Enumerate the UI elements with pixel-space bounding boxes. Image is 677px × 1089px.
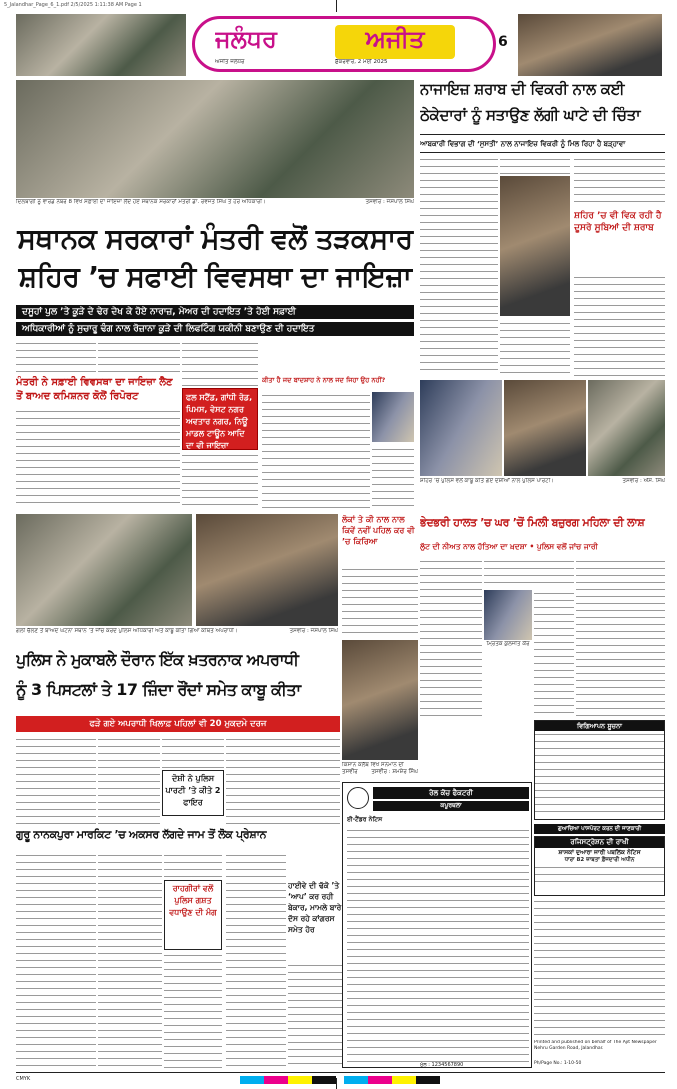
caption-text: ਸ਼ਹਿਰ ’ਚ ਪੁਲਿਸ ਵਲੋਂ ਕਾਬੂ ਕੀਤੇ ਗਏ ਦੋਸ਼ੀਆਂ ਨਾਲ ਪੁਲਿਸ ਪਾਰਟੀ। [420, 478, 554, 484]
text-column [16, 408, 180, 508]
market-callout-box [164, 880, 222, 950]
text-column [16, 736, 96, 826]
portrait-photo [372, 392, 414, 442]
caption-text: ਦਿਲਬਾਗੀ ਨੂੰ ਵਾਰਡ ਨੰਬਰ 8 ਵਿਖੇ ਸਫ਼ਾਈ ਦਾ ਜਾਇਜ਼ਾ ਲੈਂਦੇ ਹੋਏ ਸਥਾਨਕ ਸਰਕਾਰਾਂ ਮੰਤਰੀ ਡਾ. ਰਵਜੋਤ ਸਿੰਘ ਤੇ ਹੋਰ ਅਧਿਕਾਰੀ। [16, 199, 266, 205]
masthead-banner [192, 16, 496, 72]
liquor-headline-2: ਠੇਕੇਦਾਰਾਂ ਨੂੰ ਸਤਾਉਣ ਲੱਗੀ ਘਾਟੇ ਦੀ ਚਿੰਤਾ [420, 106, 641, 124]
railway-sub2: ਈ-ਟੈਂਡਰ ਨੋਟਿਸ [347, 816, 383, 823]
text-column [342, 566, 418, 638]
gym-photo-caption [342, 762, 418, 780]
caption-text: ਗੋਲੀ ਚੱਲਣ ਤੋਂ ਬਾਅਦ ਘਟਨਾ ਸਥਾਨ ’ਤੇ ਜਾਂਚ ਕਰਦੇ ਪੁਲਿਸ ਅਧਿਕਾਰੀ ਅਤੇ ਕਾਬੂ ਕੀਤਾ ਗਿਆ ਕਥਿਤ ਅਪਰਾਧੀ। [16, 628, 238, 634]
market-headline: ਗੁਰੂ ਨਾਨਕਪੁਰਾ ਮਾਰਕਿਟ ’ਚ ਅਕਸਰ ਲੱਗਦੇ ਜਾਮ ਤੋਂ ਲੋਕ ਪ੍ਰੇਸ਼ਾਨ [16, 828, 267, 841]
main-headline-2: ਸ਼ਹਿਰ ’ਚ ਸਫਾਈ ਵਿਵਸਥਾ ਦਾ ਜਾਇਜ਼ਾ [18, 260, 412, 293]
masthead [16, 14, 662, 76]
text-column [534, 898, 665, 1038]
footer-rule-label: ਮੁੱਲ : 1234567890 [420, 1062, 464, 1068]
text-column [98, 852, 162, 1068]
text-column [288, 962, 342, 1068]
liquor-headline-1: ਨਾਜਾਇਜ਼ ਸ਼ਰਾਬ ਦੀ ਵਿਕਰੀ ਨਾਲ ਕਈ [420, 80, 625, 98]
caption-text: ਕਿਸਾਨ ਕਲੱਬ ਵਿਖੇ ਸਨਮਾਨ ਦੀ ਤਸਵੀਰ [342, 762, 404, 775]
caption-credit: ਤਸਵੀਰ : ਐੱਸ. ਸਿੰਘ [622, 478, 665, 484]
text-column [420, 558, 482, 718]
police-headline-2: ਨੂੰ 3 ਪਿਸਟਲਾਂ ਤੇ 17 ਜ਼ਿੰਦਾ ਰੌਂਦਾਂ ਸਮੇਤ ਕਾਬੂ ਕੀਤਾ [16, 680, 301, 699]
text-column [162, 736, 224, 768]
market-callout: ਰਾਹਗੀਰਾਂ ਵਲੋਂ ਪੁਲਿਸ ਗਸ਼ਤ ਵਧਾਉਣ ਦੀ ਮੰਗ [169, 884, 217, 917]
gym-photo [342, 640, 418, 760]
registration-mark [336, 1078, 337, 1089]
tender-box [534, 720, 665, 820]
text-column [576, 558, 665, 718]
deceased-photo-label: ਮ੍ਰਿਤਕ ਕੁਲਜੀਤ ਕੌਰ [486, 641, 530, 647]
mini-heading: ਕੀਤਾ ਹੈ ਜਦ ਬਾਦਸ਼ਾਹ ਨੇ ਨਾਲ ਜਦ ਜਿਹਾ ਉਹ ਨਹੀਂ? [262, 376, 386, 384]
tender-box-title: ਵਿਗਿਆਪਨ ਸੂਚਨਾ [535, 721, 664, 731]
main-headline-1: ਸਥਾਨਕ ਸਰਕਾਰਾਂ ਮੰਤਰੀ ਵਲੋਂ ਤੜਕਸਾਰ [17, 222, 413, 255]
classifieds-heading: ਗੁਆਚਿਆ ਪਾਸਪੋਰਟ ਕਰਨ ਦੀ ਜਾਣਕਾਰੀ [534, 824, 665, 834]
registration-mark [336, 0, 337, 12]
masthead-subtitle: ਅਜੀਤ ਜਲੰਧਰ [215, 59, 245, 65]
railway-subtitle: ਕਪੂਰਥਲਾ [373, 801, 529, 811]
registration-line: ਧਾਰਾ 82 ਜ਼ਾਬਤਾ ਫ਼ੌਜਦਾਰੀ ਅਧੀਨ [564, 857, 635, 863]
liquor-bottle-photo [500, 176, 570, 316]
caption-credit: ਤਸਵੀਰ : ਜਸਪਾਲ ਸਿੰਘ [365, 199, 414, 205]
footer-rule [16, 1072, 665, 1073]
text-column [574, 274, 665, 376]
liquor-subheadline: ਆਬਕਾਰੀ ਵਿਭਾਗ ਦੀ ‘ਸੁਸਤੀ’ ਨਾਲ ਨਾਜਾਇਜ਼ ਵਿਕਰੀ ਨੂੰ ਮਿਲ ਰਿਹਾ ਹੈ ਬੜ੍ਹਾਵਾ [420, 140, 626, 148]
masthead-photo-right [518, 14, 662, 76]
arrest-photo-3 [588, 380, 665, 476]
police-callout: ਦੋਸ਼ੀ ਨੇ ਪੁਲਿਸ ਪਾਰਟੀ ’ਤੇ ਕੀਤੇ 2 ਫਾਇਰ [165, 774, 221, 807]
text-column [372, 446, 414, 508]
footer-left: CMYK [16, 1076, 31, 1082]
arrest-photo-2 [504, 380, 586, 476]
side-heading: ਲੋਕਾਂ ਤੇ ਕੀ ਨਾਲ ਨਾਲ ਕਿਵੇਂ ਨਵੀਂ ਪਹਿਲ ਕਰ ਵੀ ’ਚ ਕਿਰਿਆ [342, 515, 415, 546]
color-registration-bar [240, 1076, 440, 1084]
text-column [182, 340, 258, 386]
text-column [98, 736, 160, 826]
text-column [182, 452, 258, 508]
woman-subheadline: ਲੁੱਟ ਦੀ ਨੀਅਤ ਨਾਲ ਹੱਤਿਆ ਦਾ ਖ਼ਦਸ਼ਾ • ਪੁਲਿਸ ਵਲੋਂ ਜਾਂਚ ਜਾਰੀ [420, 542, 598, 551]
divider [420, 152, 665, 153]
liquor-callout: ਸ਼ਹਿਰ ’ਚ ਵੀ ਵਿਕ ਰਹੀ ਹੈ ਦੂਸਰੇ ਸੂਬਿਆਂ ਦੀ ਸ਼ਰਾਬ [574, 211, 662, 233]
main-photo-caption [16, 199, 414, 217]
text-column [500, 320, 570, 376]
text-column [226, 852, 286, 1068]
page-number: 6 [498, 34, 508, 50]
sidebar-heading: ਮੰਤਰੀ ਨੇ ਸਫ਼ਾਈ ਵਿਵਸਥਾ ਦਾ ਜਾਇਜ਼ਾ ਲੈਣ ਤੋਂ ਬਾਅਦ ਕਮਿਸ਼ਨਰ ਕੋਲੋਂ ਰਿਪੋਰਟ [16, 377, 173, 402]
text-column [535, 731, 664, 817]
registration-box-sub: ਸ਼ਾਸਕਾਂ ਦੁਆਰਾ ਜਾਰੀ ਪਬਲਿਕ ਨੋਟਿਸ [558, 849, 641, 856]
police-red-band: ਫੜੇ ਗਏ ਅਪਰਾਧੀ ਖਿਲਾਫ਼ ਪਹਿਲਾਂ ਵੀ 20 ਮੁਕਦਮੇ ਦਰਜ [16, 716, 340, 732]
text-column [98, 340, 180, 374]
text-column [347, 827, 529, 1063]
main-story-photo [16, 80, 414, 198]
caption-credit: ਤਸਵੀਰ : ਸ਼ਮਸ਼ੇਰ ਸਿੰਘ [371, 769, 418, 775]
drugs-headline: ਹਾਈਵੇ ਦੀ ਢੱਕੋ ’ਤੇ ‘ਆਪ’ ਕਰ ਰਹੀ ਬੇਕਾਰ, ਮਾਮਲੇ ਬਾਰੇ ਦੱਸ ਰਹੇ ਕਾਂਗਰਸ ਸਮੇਤ ਹੋਰ [288, 881, 342, 934]
text-column [164, 952, 222, 1068]
masthead-date: ਸ਼ੁੱਕਰਵਾਰ, 2 ਮਈ 2025 [335, 59, 388, 65]
text-column [484, 558, 574, 588]
police-callout-box [162, 770, 224, 816]
text-column [574, 156, 665, 206]
masthead-title-left: ਜਲੰਧਰ [215, 25, 277, 53]
railway-logo-icon [347, 787, 369, 809]
divider [420, 134, 665, 135]
text-column [16, 340, 96, 374]
text-column [164, 852, 222, 878]
text-column [16, 852, 96, 1068]
phone-label: Ph/Page No.: 1-10-50 [534, 1061, 582, 1066]
main-subheadline-1: ਦਸੂਹਾਂ ਪੁਲ ’ਤੇ ਕੂੜੇ ਦੇ ਢੇਰ ਦੇਖ ਕੇ ਹੋਏ ਨਾਰਾਜ਼, ਮੇਅਰ ਦੀ ਹਦਾਇਤ ’ਤੇ ਹੋਈ ਸਫ਼ਾਈ [16, 305, 414, 319]
police-headline-1: ਪੁਲਿਸ ਨੇ ਮੁਕਾਬਲੇ ਦੌਰਾਨ ਇੱਕ ਖ਼ਤਰਨਾਕ ਅਪਰਾਧੀ [16, 650, 299, 669]
highlight-box-text: ਫਲ ਸਟੈਂਡ, ਗਾਂਧੀ ਰੋਡ, ਪਿਮਸ, ਵੇਸਟ ਨਗਰ ਅਵਤਾਰ ਨਗਰ, ਨਿਊ ਮਾਡਲ ਟਾਊਨ ਆਦਿ ਦਾ ਵੀ ਜਾਇਜ਼ਾ [186, 393, 253, 450]
police-photo-caption [16, 628, 338, 642]
railway-notice [342, 782, 532, 1068]
text-column [500, 156, 570, 174]
masthead-title-right: ਅਜੀਤ [335, 25, 455, 59]
masthead-photo-left [16, 14, 186, 76]
main-subheadline-2: ਅਧਿਕਾਰੀਆਂ ਨੂੰ ਸੁਚਾਰੂ ਢੰਗ ਨਾਲ ਰੋਜ਼ਾਨਾ ਕੂੜੇ ਦੀ ਲਿਫਟਿੰਗ ਯਕੀਨੀ ਬਣਾਉਣ ਦੀ ਹਦਾਇਤ [16, 322, 414, 336]
arrest-photo-1 [420, 380, 502, 476]
text-column [226, 736, 340, 826]
police-scene-photo-2 [196, 514, 338, 626]
woman-headline: ਭੇਦਭਰੀ ਹਾਲਤ ’ਚ ਘਰ ’ਚੋਂ ਮਿਲੀ ਬਜ਼ੁਰਗ ਮਹਿਲਾ ਦੀ ਲਾਸ਼ [420, 516, 645, 529]
file-info: 5_Jalandhar_Page_6_1.pdf 2/5/2025 1:11:38 AM Page 1 [4, 2, 142, 8]
publisher-footer: Printed and published on behalf of The Ajit Newspaper Nehru Garden Road, Jalandhar. [534, 1040, 657, 1051]
police-scene-photo-1 [16, 514, 192, 626]
text-column [420, 156, 498, 376]
registration-box-title: ਰਜਿਸਟ੍ਰੇਸ਼ਨ ਦੀ ਰਾਖੀ [535, 837, 664, 848]
registration-box [534, 836, 665, 896]
deceased-photo [484, 590, 532, 640]
arrest-photos-caption [420, 478, 665, 496]
text-column [535, 864, 664, 888]
highlight-box [182, 388, 258, 450]
railway-title: ਰੇਲ ਕੋਚ ਫੈਕਟਰੀ [373, 787, 529, 799]
text-column [262, 392, 370, 508]
caption-credit: ਤਸਵੀਰ : ਜਸਪਾਲ ਸਿੰਘ [289, 628, 338, 634]
text-column [534, 590, 574, 718]
